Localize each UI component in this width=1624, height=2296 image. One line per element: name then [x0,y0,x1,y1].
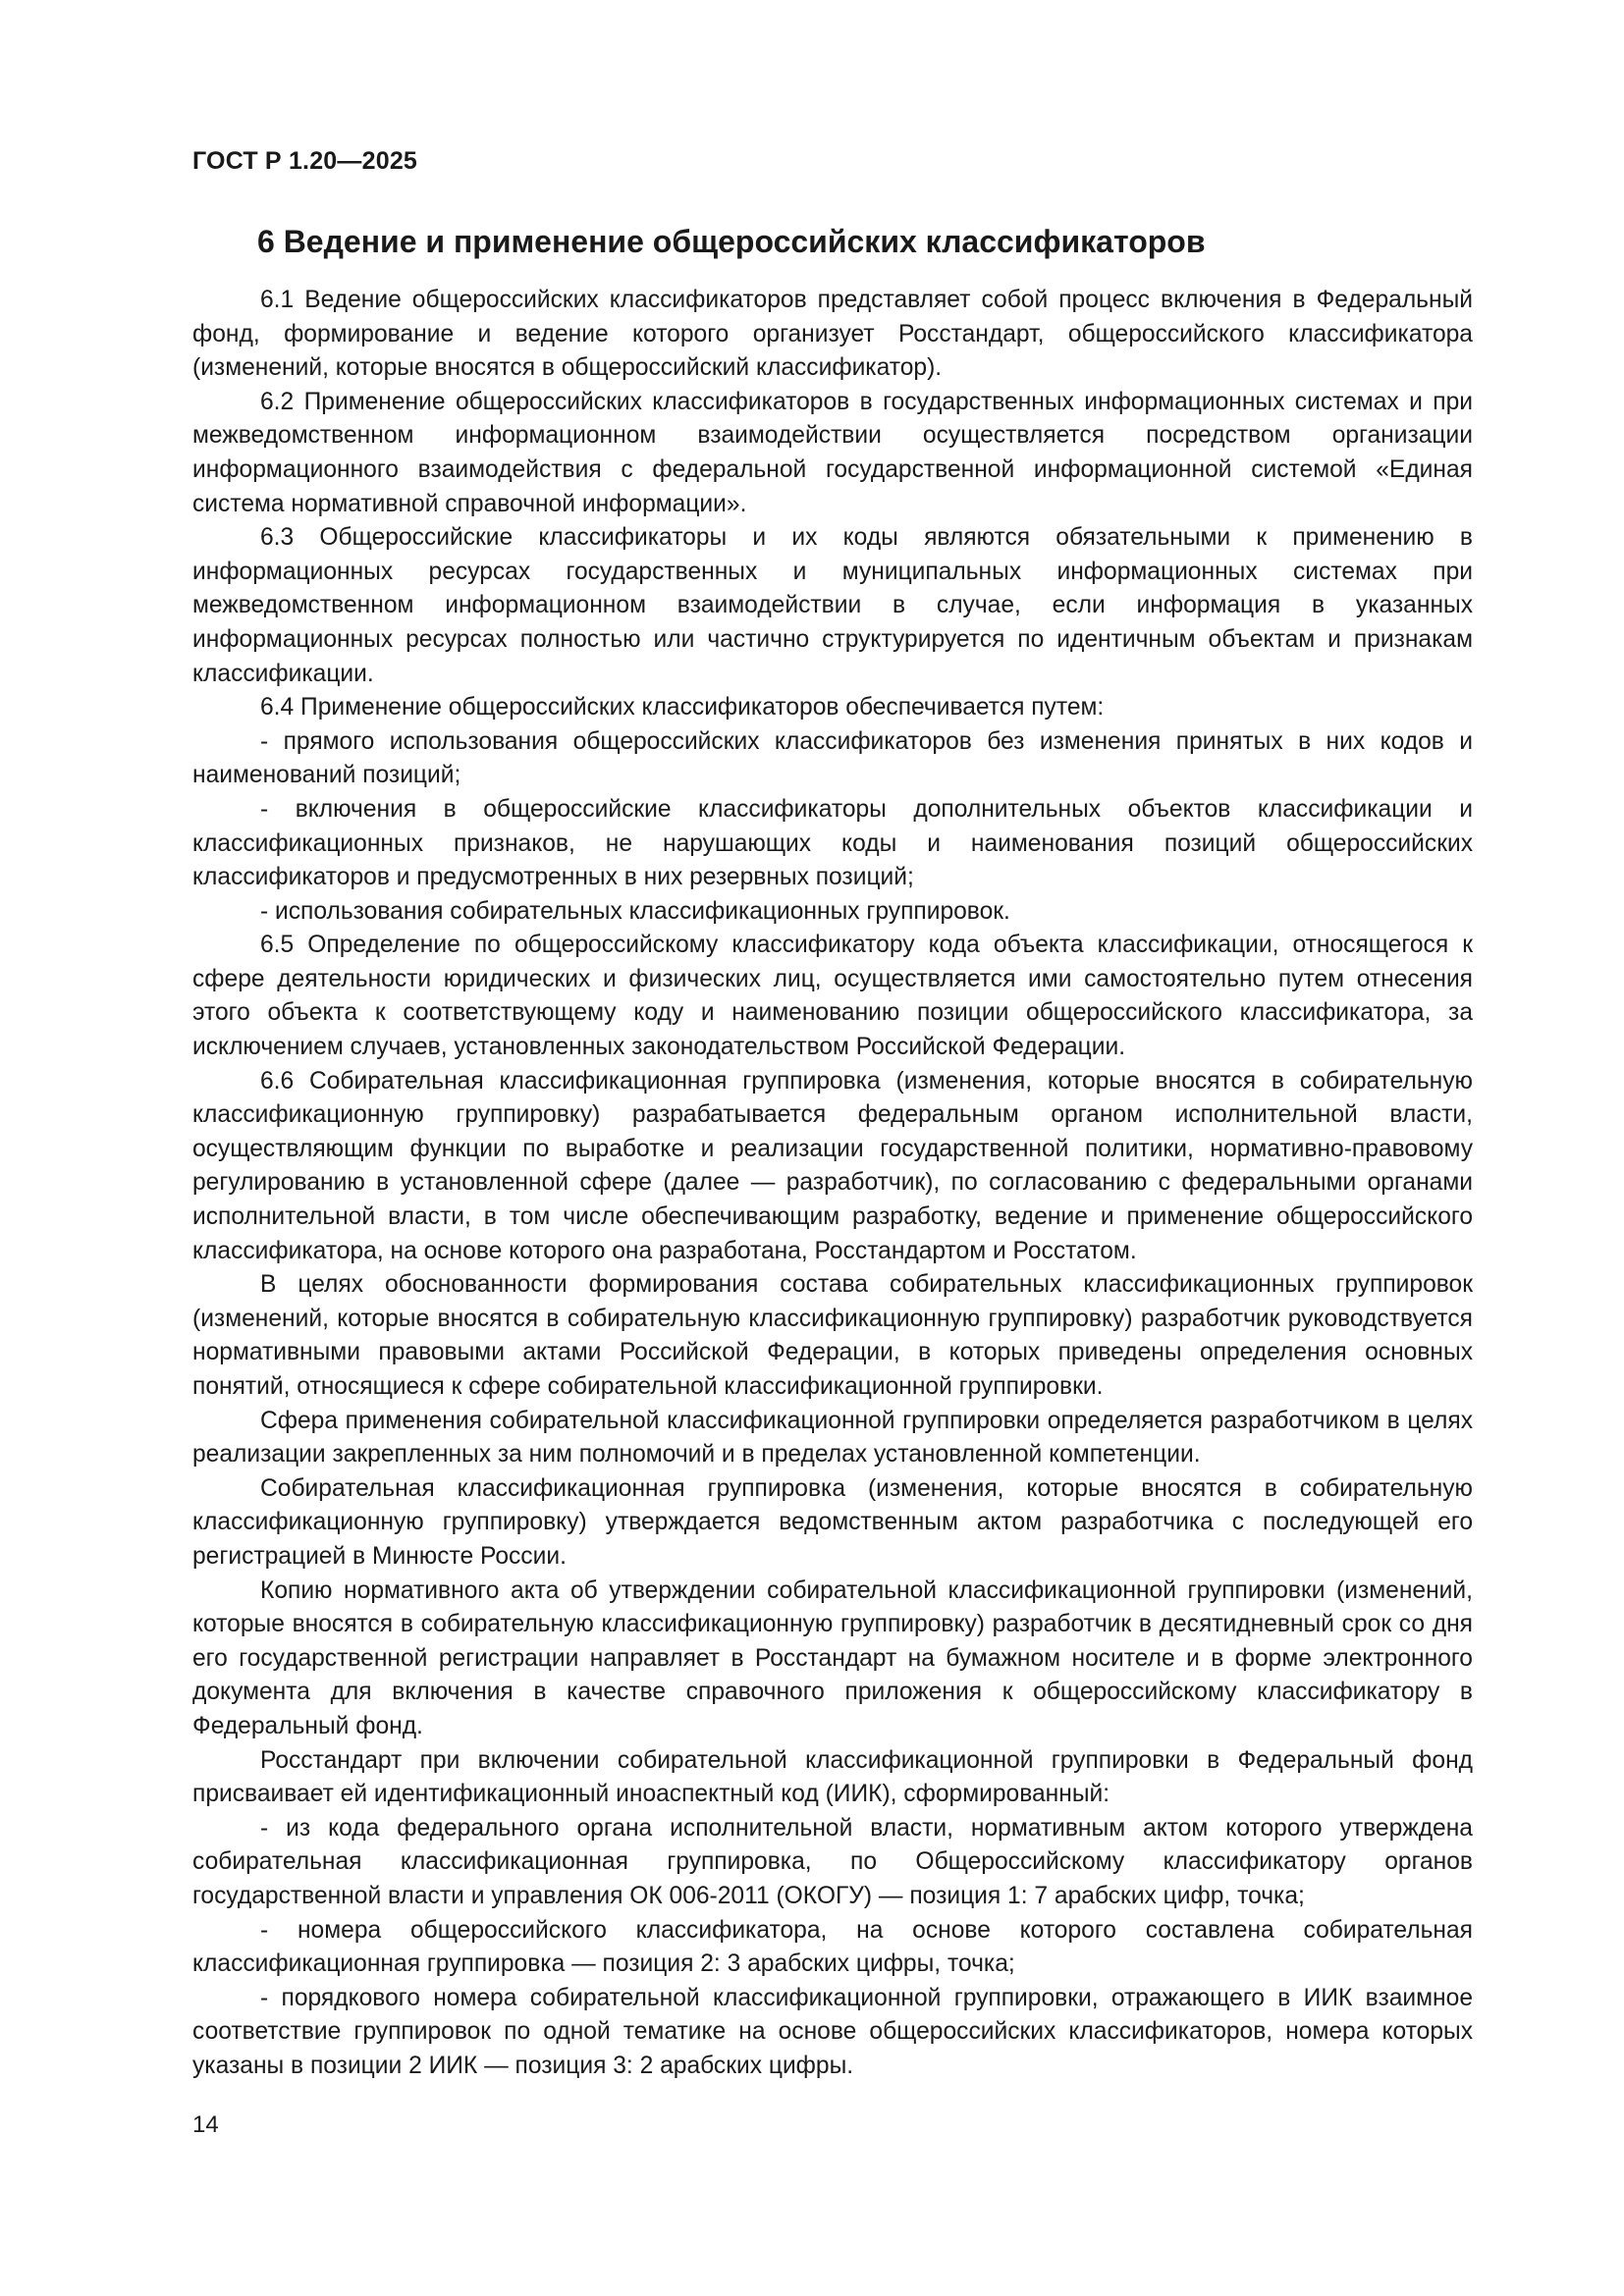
list-item: - номера общероссийского классификатора, на основе которого составлена собирательная классификационная группировка — позиция 2: 3 арабских цифры, точка; [192,1916,1473,1978]
section-title: 6 Ведение и применение общероссийских классификаторов [257,224,1206,259]
list-item: - использования собирательных классификационных группировок. [260,897,1010,925]
paragraph: Копию нормативного акта об утверждении собирательной классификационной группировки (изменений, которые вносятся в собирательную классификационную группировку) разработчик в десятидневный срок со дня его государственной регистрации направляет в Росстандарт на бумажном носителе и в форме электронного документа для включения в качестве справочного приложения к общероссийскому классификатору в Федеральный фонд. [192,1576,1473,1739]
paragraph: Росстандарт при включении собирательной классификационной группировки в Федеральный фонд присваивает ей идентификационный иноаспектный код (ИИК), сформированный: [192,1746,1473,1808]
list-item: - прямого использования общероссийских классификаторов без изменения принятых в них кодов и наименований позиций; [192,727,1473,789]
paragraph: Сфера применения собирательной классификационной группировки определяется разработчиком в целях реализации закрепленных за ним полномочий и в пределах установленной компетенции. [192,1407,1473,1468]
paragraph-6-6: 6.6 Собирательная классификационная группировка (изменения, которые вносятся в собирательную классификационную группировку) разрабатывается федеральным органом исполнительной власти, осуществляющим функции по выработке и реализации государственной политики, нормативно-правовому регулированию в установленной сфере (далее — разработчик), по согласованию с федеральными органами исполнительной власти, в том числе обеспечивающим разработку, ведение и применение общероссийского классификатора, на основе которого она разработана, Росстандартом и Росстатом. [192,1067,1473,1264]
list-item: - включения в общероссийские классификаторы дополнительных объектов классификации и классификационных признаков, не нарушающих коды и наименования позиций общероссийских классификаторов и предусмотренных в них резервных позиций; [192,795,1473,891]
page-number: 14 [192,2111,219,2138]
paragraph: В целях обоснованности формирования состава собирательных классификационных группировок (изменений, которые вносятся в собирательную классификационную группировку) разработчик руководствуется нормативными правовыми актами Российской Федерации, в которых приведены определения основных понятий, относящиеся к сфере собирательной классификационной группировки. [192,1271,1473,1400]
paragraph: Собирательная классификационная группировка (изменения, которые вносятся в собирательную классификационную группировку) утверждается ведомственным актом разработчика с последующей его регистрацией в Минюсте России. [192,1474,1473,1570]
list-item: - из кода федерального органа исполнительной власти, нормативным актом которого утверждена собирательная классификационная группировка, по Общероссийскому классификатору органов государственной власти и управления ОК 006-2011 (ОКОГУ) — позиция 1: 7 арабских цифр, точка; [192,1814,1473,1909]
paragraph-6-4: 6.4 Применение общероссийских классификаторов обеспечивается путем: [260,694,1105,721]
paragraph-6-3: 6.3 Общероссийские классификаторы и их коды являются обязательными к применению в информационных ресурсах государственных и муниципальных информационных системах при межведомственном информационном взаимодействии в случае, если информация в указанных информационных ресурсах полностью или частично структурируется по идентичным объектам и признакам классификации. [192,524,1473,687]
document-id: ГОСТ Р 1.20—2025 [192,147,418,175]
list-item: - порядкового номера собирательной классификационной группировки, отражающего в ИИК взаимное соответствие группировок по одной тематике на основе общероссийских классификаторов, номера которых указаны в позиции 2 ИИК — позиция 3: 2 арабских цифры. [192,1984,1473,2079]
paragraph-6-5: 6.5 Определение по общероссийскому классификатору кода объекта классификации, относящегося к сфере деятельности юридических и физических лиц, осуществляется ими самостоятельно путем отнесения этого объекта к соответствующему коду и наименованию позиции общероссийского классификатора, за исключением случаев, установленных законодательством Российской Федерации. [192,932,1473,1061]
section-body [192,284,1473,2083]
paragraph-6-2: 6.2 Применение общероссийских классификаторов в государственных информационных системах и при межведомственном информационном взаимодействии осуществляется посредством организации информационного взаимодействия с федеральной государственной информационной системой «Единая система нормативной справочной информации». [192,388,1473,517]
paragraph-6-1: 6.1 Ведение общероссийских классификаторов представляет собой процесс включения в Федеральный фонд, формирование и ведение которого организует Росстандарт, общероссийского классификатора (изменений, которые вносятся в общероссийский классификатор). [192,287,1473,382]
